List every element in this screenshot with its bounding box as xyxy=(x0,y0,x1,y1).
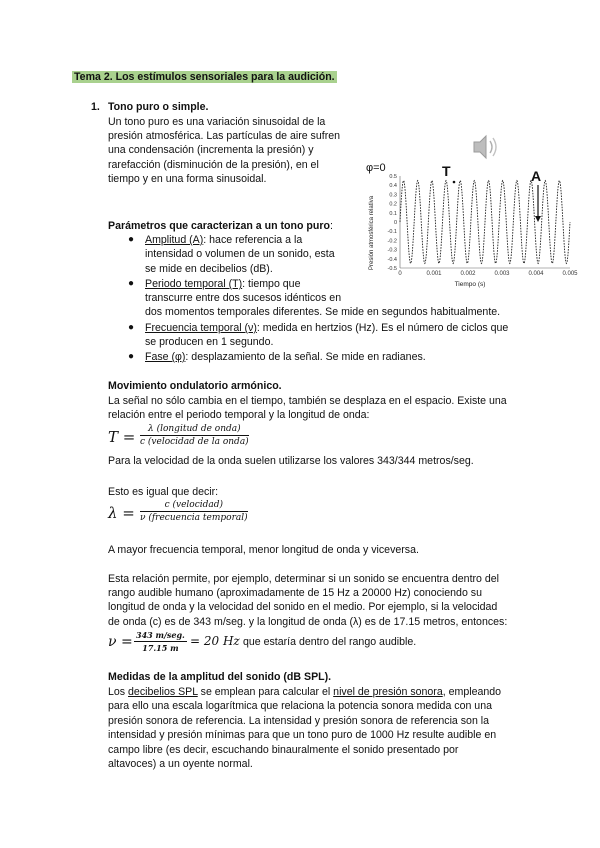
y-tick-label: 0.5 xyxy=(389,174,397,180)
x-tick-label: 0.005 xyxy=(562,271,578,277)
y-tick-label: 0.3 xyxy=(389,192,397,199)
paragraph-line: Esta relación permite, por ejemplo, determinar si un sonido se encuentra dentro del xyxy=(108,573,500,585)
paragraph-line: presión sonora de referencia. La intensidad y presión sonora de referencia son la xyxy=(108,715,490,727)
param-periodo: Periodo temporal (T): tiempo que xyxy=(145,278,301,290)
params-heading: Parámetros que caracterizan a un tono puro: xyxy=(108,220,333,232)
y-tick-label: -0.2 xyxy=(387,238,397,245)
equation3-tail: que estaría dentro del rango audible. xyxy=(243,636,417,648)
paragraph-line: A mayor frecuencia temporal, menor longitud de onda y viceversa. xyxy=(108,544,419,556)
y-tick-label: -0.4 xyxy=(387,256,397,263)
term-nivel-presion: nivel de presión sonora xyxy=(333,686,443,698)
paragraph-line: Para la velocidad de la onda suelen utilizarse los valores 343/344 metros/seg. xyxy=(108,455,474,467)
xlabel: Tiempo (s) xyxy=(454,281,486,288)
bullet: ● xyxy=(128,278,135,289)
paragraph-line: altavoces) a un oyente normal. xyxy=(108,758,253,770)
y-tick-label: 0 xyxy=(393,220,397,226)
section1-heading: Tono puro o simple. xyxy=(108,101,209,113)
sine-wave-figure xyxy=(360,132,590,292)
ylabel: Presión atmosférica relativa xyxy=(369,195,375,270)
phase-label: φ=0 xyxy=(366,162,386,174)
equation2-fraction: c (velocidad) ν (frecuencia temporal) xyxy=(140,500,248,523)
amplitude-arrowhead xyxy=(535,216,541,222)
paragraph-line: Esto es igual que decir: xyxy=(108,486,219,498)
paragraph-line: para ello una escala logarítmica que relaciona la potencia sonora medida con una xyxy=(108,700,492,712)
x-tick-label: 0 xyxy=(398,271,402,277)
sine-wave-chart xyxy=(360,132,590,292)
x-ticks xyxy=(398,271,578,277)
equation3-fraction: 343 m/seg. 17.15 m xyxy=(136,630,185,653)
paragraph-line: intensidad y presión mínimas para que un tono puro de 1000 Hz resulte audible en xyxy=(108,729,497,741)
paragraph-line: de onda (c) es de 343 m/seg. y la longitud de onda (λ) es de 17.15 metros, entonces: xyxy=(108,616,508,628)
wave-line xyxy=(400,181,570,264)
y-tick-label: -0.5 xyxy=(387,266,397,272)
equation2-lhs: λ = xyxy=(108,504,135,522)
section3-line1: Los decibelios SPL se emplean para calcular el nivel de presión sonora, empleando xyxy=(108,686,502,698)
equation3-result: = 20 Hz xyxy=(190,634,240,648)
bullet: ● xyxy=(128,322,135,333)
paragraph-line: longitud de onda y la velocidad del sonido en el medio. Por ejemplo, si la velocidad xyxy=(108,601,498,613)
x-tick-label: 0.003 xyxy=(494,271,510,277)
y-tick-label: -0.1 xyxy=(387,229,397,236)
amplitude-label: A xyxy=(531,168,542,184)
section3-heading: Medidas de la amplitud del sonido (dB SPL). xyxy=(108,671,332,683)
period-label: T xyxy=(442,163,451,179)
term-decibelios-spl: decibelios SPL xyxy=(128,686,198,698)
y-tick-label: 0.4 xyxy=(389,183,397,190)
equation1-lhs: T = xyxy=(108,428,136,446)
bullet: ● xyxy=(128,351,135,362)
x-tick-label: 0.002 xyxy=(460,271,476,277)
x-tick-label: 0.004 xyxy=(528,271,544,277)
equation1-fraction: λ (longitud de onda) c (velocidad de la onda) xyxy=(140,424,249,447)
y-tick-label: 0.2 xyxy=(389,201,397,208)
y-tick-label: -0.3 xyxy=(387,247,397,254)
bullet: ● xyxy=(128,234,135,245)
section1-number: 1. xyxy=(91,101,100,113)
paragraph-line: rango audible humano (aproximadamente de 15 Hz a 20000 Hz) conociendo su xyxy=(108,587,482,599)
paragraph-line: relación entre el periodo temporal y la longitud de onda: xyxy=(108,409,370,421)
period-marker xyxy=(453,181,456,184)
paragraph-line: La señal no sólo cambia en el tiempo, también se desplaza en el espacio. Existe una xyxy=(108,395,507,407)
paragraph-line: campo libre (es decir, escuchando binauralmente el sonido presentado por xyxy=(108,744,459,756)
speaker-icon xyxy=(474,136,496,158)
param-frecuencia: Frecuencia temporal (ν): medida en hertzios (Hz). Es el número de ciclos que xyxy=(145,322,509,334)
y-ticks xyxy=(388,174,397,272)
param-amplitud: Amplitud (A): hace referencia a la xyxy=(145,234,303,246)
x-tick-label: 0.001 xyxy=(426,271,442,277)
param-fase: Fase (φ): desplazamiento de la señal. Se mide en radianes. xyxy=(145,351,426,363)
section2-heading: Movimiento ondulatorio armónico. xyxy=(108,380,282,392)
equation3-lhs: ν = xyxy=(108,634,133,650)
y-tick-label: 0.1 xyxy=(389,210,397,217)
page-title: Tema 2. Los estímulos sensoriales para la audición. xyxy=(74,71,335,83)
